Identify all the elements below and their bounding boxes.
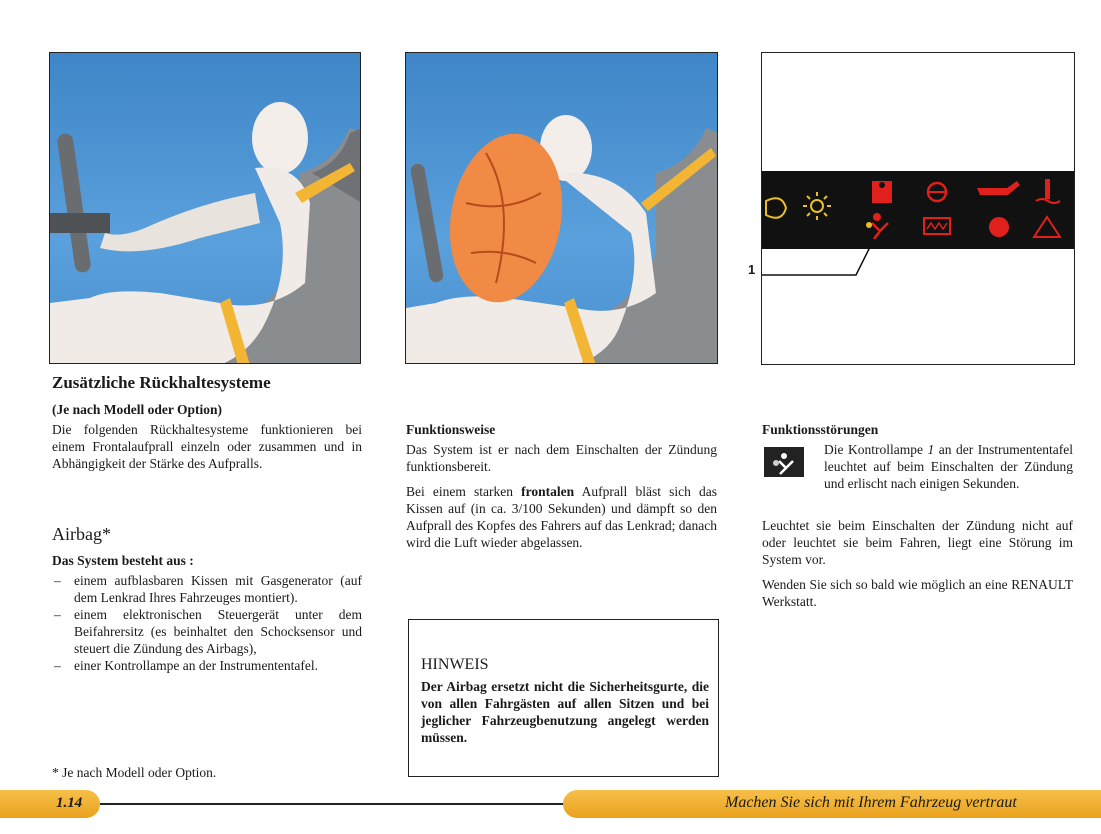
callout-number: 1 — [748, 262, 756, 277]
list-item: – einem elektronischen Steuergerät unter dem Beifahrersitz (es beinhaltet den Schocksensor und steuert die Zündung des Airbags), — [52, 606, 362, 657]
airbag-heading: Airbag* — [52, 524, 111, 544]
airbag-warning-icon — [866, 213, 888, 239]
system-heading: Das System besteht aus : — [52, 553, 194, 568]
p1-text-b: an der Instrumententafel leuchtet auf beim Einschalten der Zündung und erlischt nach einigen Sekunden. — [824, 442, 1073, 491]
p2-text-a: Bei einem starken — [406, 484, 522, 499]
p2-bold: frontalen — [521, 484, 575, 499]
coolant-temp-icon — [1036, 179, 1060, 203]
functioning-paragraph-2 — [406, 483, 717, 551]
footer-rule — [100, 803, 570, 805]
battery-icon — [924, 218, 950, 234]
hazard-icon — [1034, 217, 1060, 237]
malfunction-paragraph-3: Wenden Sie sich so bald wie möglich an eine RENAULT Werkstatt. — [762, 577, 1073, 609]
functioning-paragraph-1: Das System ist er nach dem Einschalten der Zündung funktionsbereit. — [406, 442, 717, 474]
stop-icon — [989, 217, 1009, 237]
functioning-text — [406, 441, 717, 559]
page-number: 1.14 — [56, 795, 83, 811]
note-box — [408, 619, 719, 777]
malfunction-heading: Funktionsstörungen — [762, 422, 879, 437]
p2-text-b: Aufprall bläst sich das Kissen auf (in ca. 3/100 Sekunden) und dämpft so den Aufprall des Kopfes des Fahrers auf das Lenkrad; danach wird die Luft wieder abgelassen. — [406, 484, 717, 550]
intro-paragraph: Die folgenden Rückhaltesysteme funktionieren bei einem Frontalaufprall einzeln oder zusammen und in Abhängigkeit der Stärke des Aufpralls. — [52, 422, 362, 471]
p1-text-a: Die Kontrollampe — [824, 442, 928, 457]
list-item: – einem aufblasbaren Kissen mit Gasgenerator (auf dem Lenkrad Ihres Fahrzeuges montiert). — [52, 572, 362, 606]
note-title: HINWEIS — [421, 656, 489, 673]
oil-can-icon — [977, 181, 1020, 195]
system-components-list — [52, 572, 362, 674]
figure-instrument-panel — [761, 52, 1075, 365]
section-title: Zusätzliche Rückhaltesysteme — [52, 373, 271, 392]
steering-icon — [928, 183, 946, 201]
headlight-icon — [766, 198, 786, 218]
option-note: (Je nach Modell oder Option) — [52, 402, 222, 417]
driver-seatbelt-illustration — [50, 53, 361, 364]
chapter-title: Machen Sie sich mit Ihrem Fahrzeug vertraut — [725, 794, 1017, 811]
sun-indicator-icon — [803, 192, 831, 220]
malfunction-text — [762, 517, 1073, 618]
functioning-heading: Funktionsweise — [406, 422, 496, 437]
figure-seatbelt-driver — [49, 52, 361, 364]
footnote: * Je nach Modell oder Option. — [52, 765, 217, 780]
page-number-tab — [0, 790, 100, 818]
seatbelt-warning-icon — [872, 181, 892, 203]
malfunction-paragraph-2: Leuchtet sie beim Einschalten der Zündung nicht auf oder leuchtet sie beim Fahren, liegt eine Störung im System vor. — [762, 518, 1073, 567]
instrument-panel-illustration — [762, 53, 1074, 364]
p1-lamp-number: 1 — [927, 442, 935, 457]
note-text: Der Airbag ersetzt nicht die Sicherheitsgurte, die von allen Fahrgästen auf allen Sitzen und bei jeglicher Fahrzeugbenutzung angelegt werden müssen. — [421, 679, 709, 745]
list-item: – einer Kontrollampe an der Instrumententafel. — [52, 657, 362, 674]
malfunction-paragraph-1 — [762, 441, 1073, 493]
airbag-deployed-illustration — [406, 53, 718, 364]
figure-airbag-deployed — [405, 52, 718, 364]
